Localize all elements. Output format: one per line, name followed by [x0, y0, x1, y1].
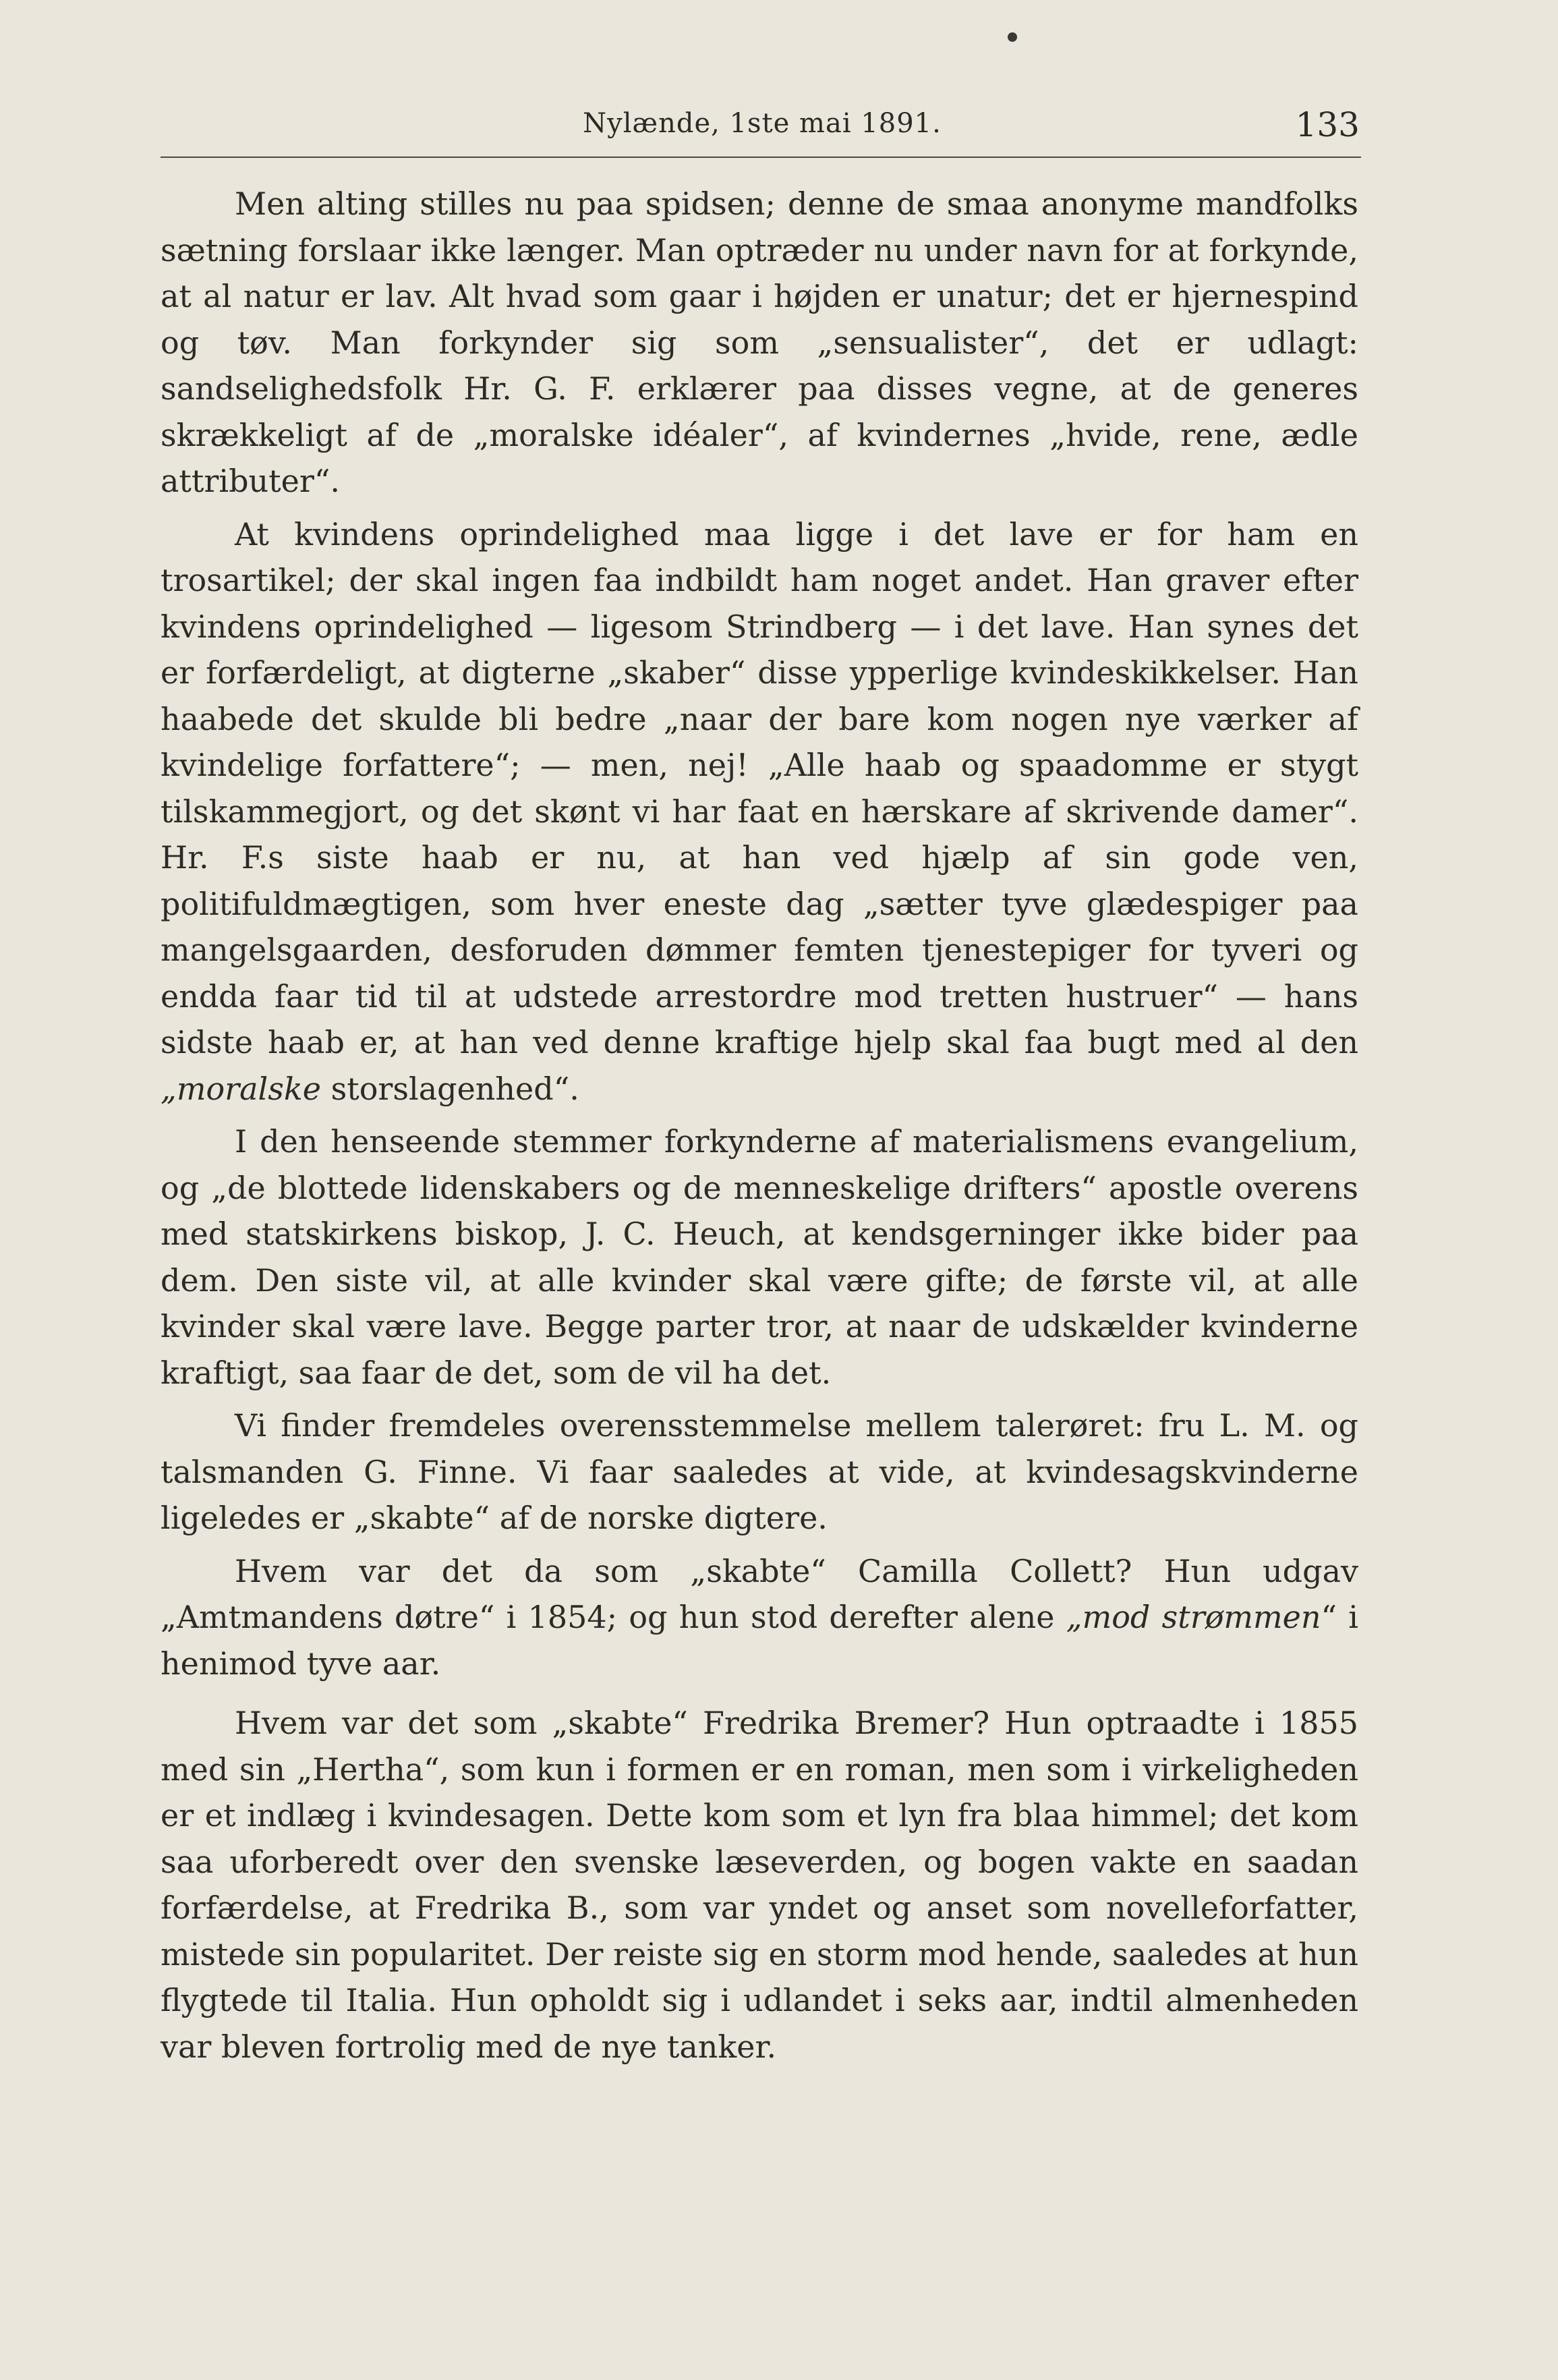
paragraph-5-text: Hvem var det da som „skabte“ Camilla Collett? Hun udgav „Amtmandens døtre“ i 1854; og hun stod derefter alene — [161, 1552, 1358, 1635]
paragraph-6: Hvem var det som „skabte“ Fredrika Bremer? Hun optraadte i 1855 med sin „Hertha“, som kun i formen er en roman, men som i virkeligheden er et indlæg i kvindesagen. Dette kom som et lyn fra blaa himmel; det kom saa uforberedt over den svenske læseverden, og bogen vakte en saadan forfærdelse, at Fredrika B., som var yndet og anset som novelleforfatter, mistede sin popularitet. Der reiste sig en storm mod hende, saaledes at hun flygtede til Italia. Hun opholdt sig i udlandet i seks aar, indtil almenheden var bleven fortrolig med de nye tanker. — [161, 1705, 1358, 2065]
paragraph-3: I den henseende stemmer forkynderne af materialismens evangelium, og „de blottede lidenskabers og de menneskelige drifters“ apostle overens med statskirkens biskop, J. C. Heuch, at kendsgerninger ikke bider paa dem. Den siste vil, at alle kvinder skal være gifte; de første vil, at alle kvinder skal være lave. Begge parter tror, at naar de udskælder kvinderne kraftigt, saa faar de det, som de vil ha det. — [161, 1123, 1358, 1391]
header-title: Nylænde, 1ste mai 1891. — [583, 108, 942, 139]
paragraph-2-text: At kvindens oprindelighed maa ligge i det lave er for ham en trosartikel; der skal ingen faa indbildt ham noget andet. Han graver efter kvindens oprindelighed — ligesom Strindberg — i det lave. Han synes det er forfærdeligt, at digterne „skaber“ disse ypperlige kvindeskikkelser. Han haabede det skulde bli bedre „naar der bare kom nogen nye værker af kvindelige forfattere“; — men, nej! „Alle haab og spaadomme er stygt tilskammegjort, og det skønt vi har faat en hærskare af skrivende damer“. Hr. F.s siste haab er nu, at han ved hjælp af sin gode ven, politifuldmægtigen, som hver eneste dag „sætter tyve glædespiger paa mangelsgaarden, desforuden dømmer femten tjenestepiger for tyveri og endda faar tid til at udstede arrestordre mod tretten hustruer“ — hans sidste haab er, at han ved denne kraftige hjelp skal faa bugt med al den — [161, 515, 1358, 1060]
header-rule — [161, 157, 1361, 158]
ink-speck — [1008, 32, 1017, 42]
running-head — [161, 101, 1364, 155]
body-text — [161, 181, 1358, 2076]
page-number: 133 — [1295, 105, 1360, 144]
paragraph-2 — [161, 511, 1358, 1112]
paragraph-5 — [161, 1548, 1358, 1687]
paragraph-5-italic: „mod strømmen — [1066, 1599, 1321, 1635]
paragraph-5-end: “ i henimod tyve aar. — [161, 1599, 1358, 1682]
paragraph-2-end: storslagenhed“. — [320, 1070, 579, 1107]
paragraph-1: Men alting stilles nu paa spidsen; denne de smaa anonyme mandfolks sætning forslaar ikke længer. Man optræder nu under navn for at forkynde, at al natur er lav. Alt hvad som gaar i højden er unatur; det er hjernespind og tøv. Man forkynder sig som „sensualister“, det er udlagt: sandselighedsfolk Hr. G. F. erklærer paa disses vegne, at de generes skrækkeligt af de „moralske idéaler“, af kvindernes „hvide, rene, ædle attributer“. — [161, 186, 1358, 499]
paragraph-2-italic: „moralske — [161, 1070, 321, 1107]
paragraph-4: Vi finder fremdeles overensstemmelse mellem talerøret: fru L. M. og talsmanden G. Finne. Vi faar saaledes at vide, at kvindesagskvinderne ligeledes er „skabte“ af de norske digtere. — [161, 1407, 1358, 1536]
